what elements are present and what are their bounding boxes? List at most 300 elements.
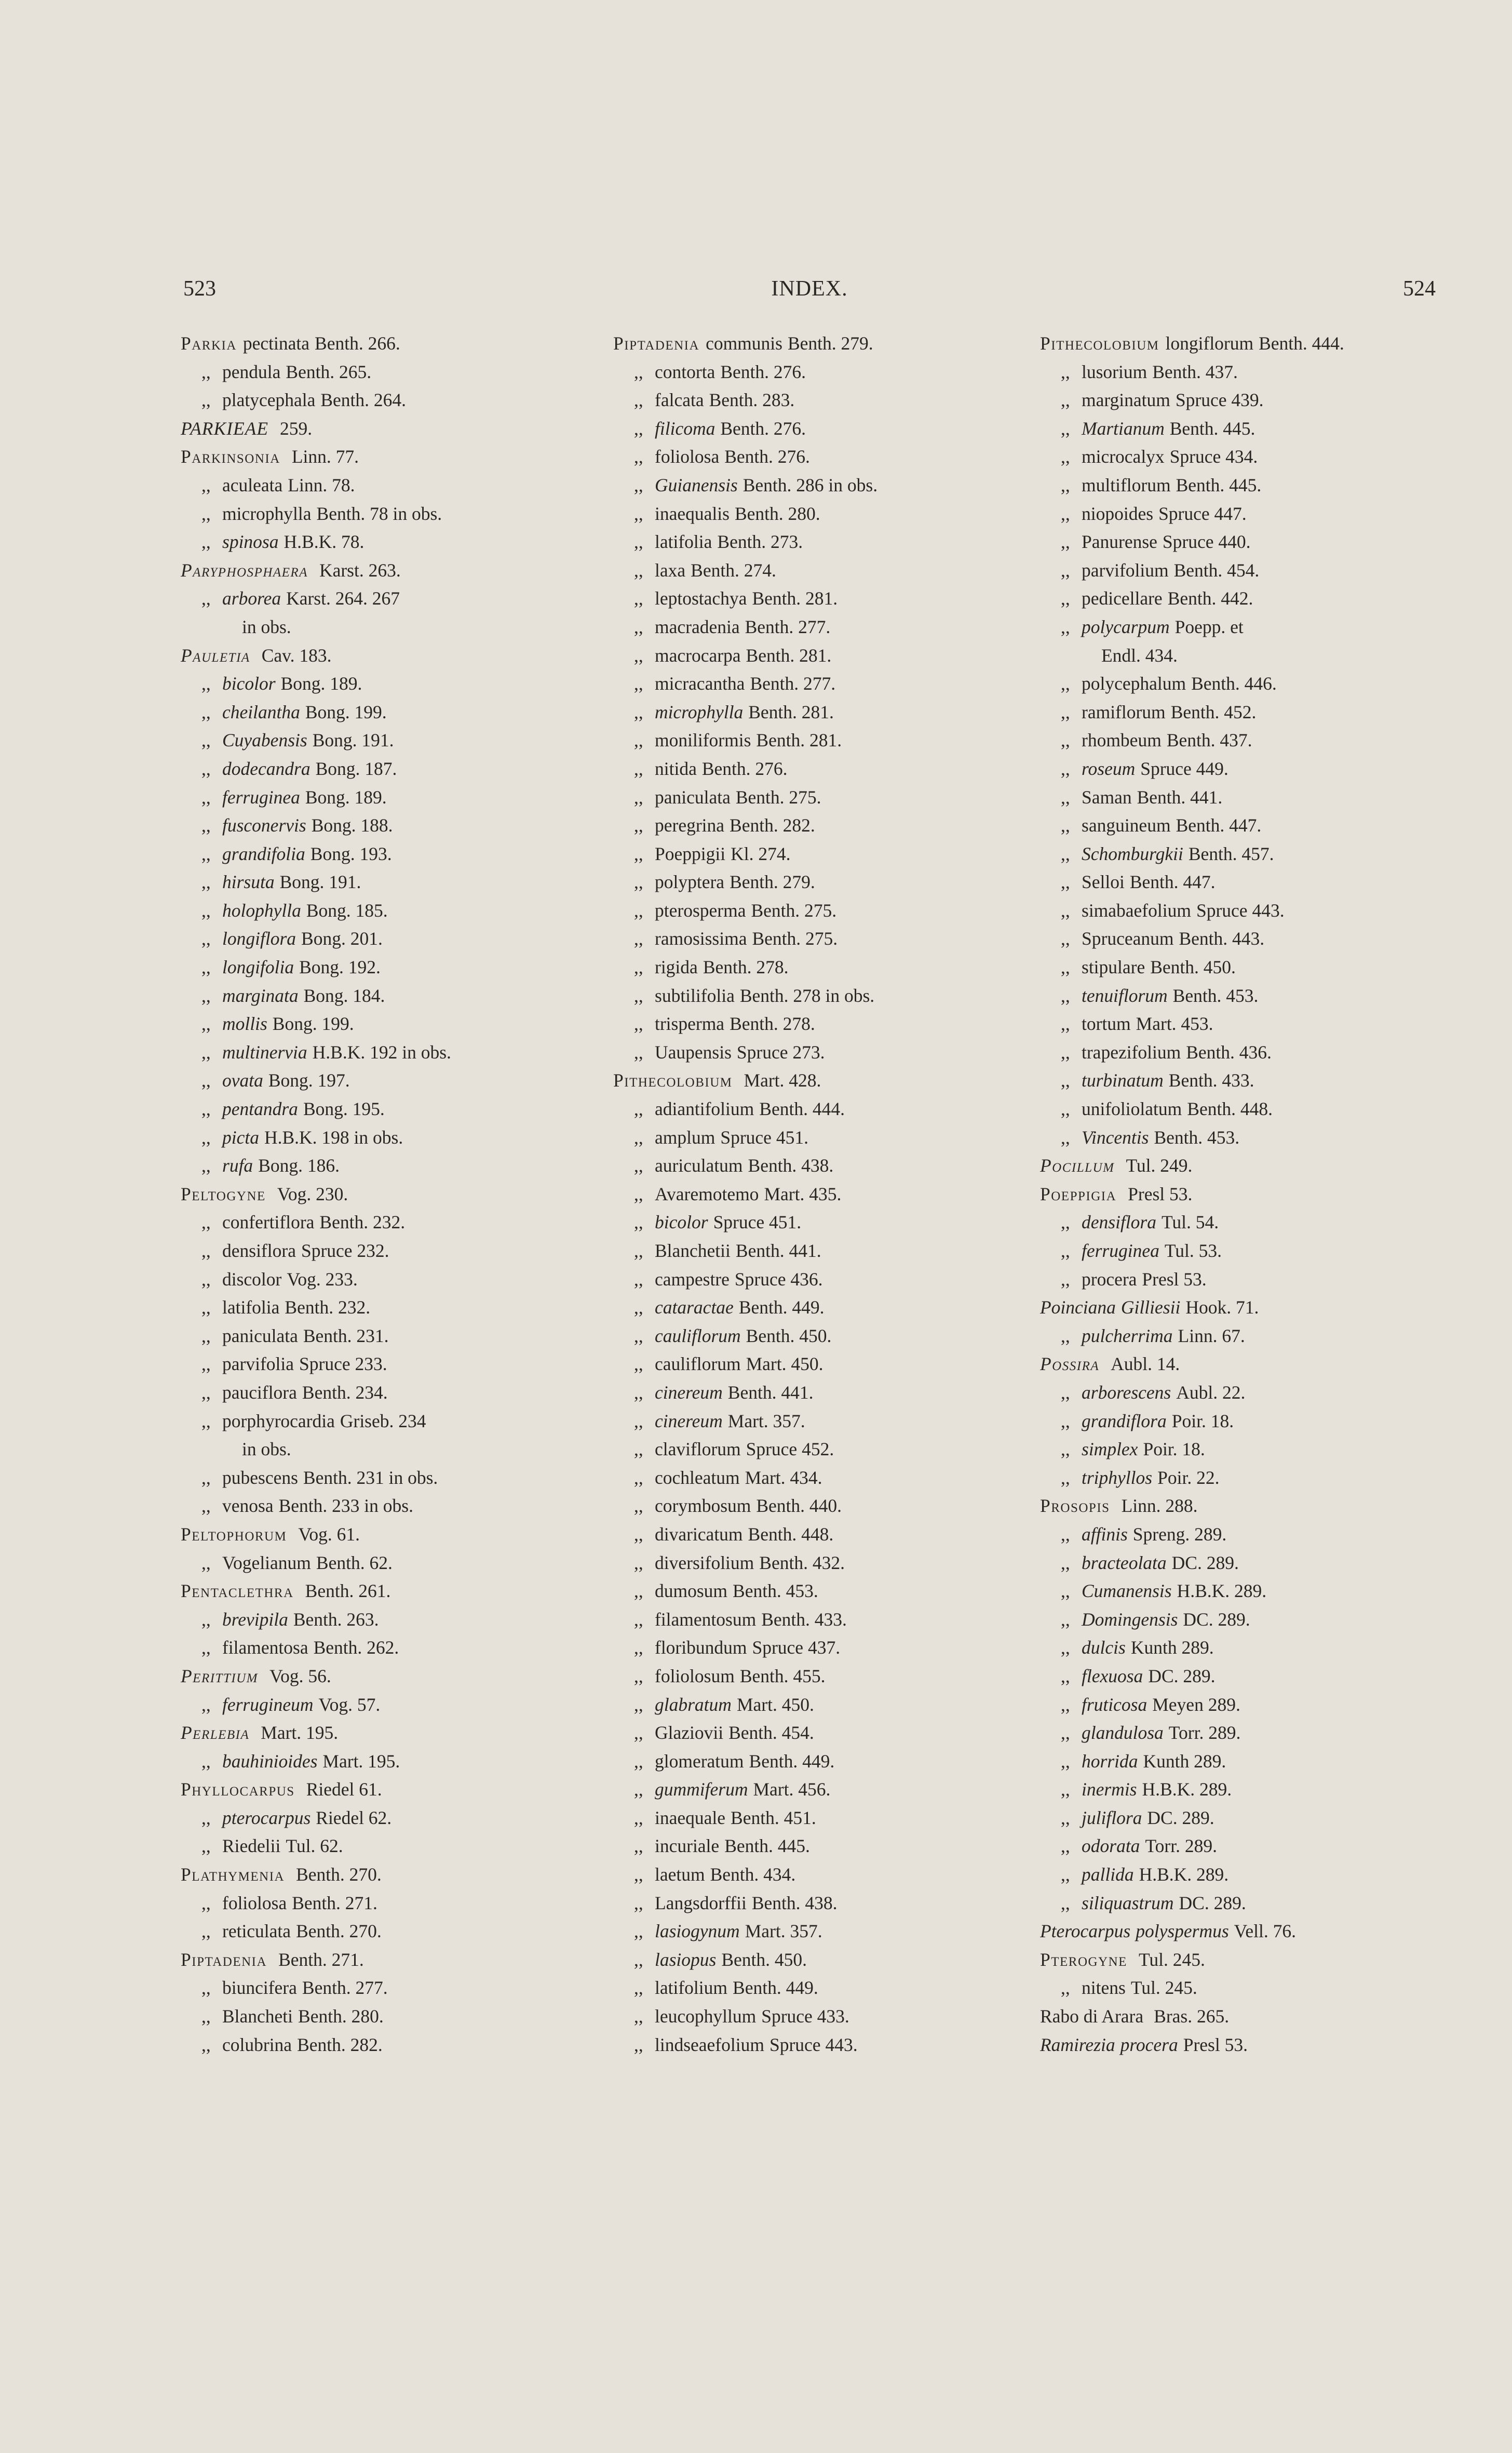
index-entry bbox=[181, 1350, 596, 1378]
ditto-mark: ,, bbox=[1061, 1041, 1070, 1063]
author-reference: Benth. 449. bbox=[749, 1750, 835, 1772]
species-epithet: Blancheti bbox=[222, 2006, 293, 2027]
author-reference: Benth. 453. bbox=[1172, 985, 1259, 1006]
ditto-mark: ,, bbox=[634, 1523, 643, 1545]
index-entry bbox=[613, 1974, 1018, 2002]
species-epithet: picta bbox=[222, 1127, 259, 1148]
species-epithet: cinereum bbox=[655, 1382, 723, 1403]
ditto-mark: ,, bbox=[634, 446, 643, 467]
ditto-mark: ,, bbox=[634, 1212, 643, 1233]
index-entry bbox=[1040, 1492, 1466, 1520]
species-epithet: inaequale bbox=[655, 1807, 726, 1828]
index-entry bbox=[1040, 528, 1466, 556]
author-reference: Tul. 53. bbox=[1164, 1240, 1222, 1261]
index-entry bbox=[613, 1889, 1018, 1918]
author-reference: Vog. 56. bbox=[269, 1665, 331, 1686]
index-entry bbox=[181, 1974, 596, 2002]
author-reference: Kunth 289. bbox=[1143, 1750, 1226, 1772]
genus-name: Pithecolobium bbox=[1040, 333, 1159, 354]
ditto-mark: ,, bbox=[634, 474, 643, 495]
right-page-number: 524 bbox=[1403, 277, 1436, 301]
index-entry bbox=[181, 1520, 596, 1549]
author-reference: Bong. 197. bbox=[268, 1070, 350, 1091]
index-entry bbox=[613, 726, 1018, 755]
index-entry bbox=[613, 1860, 1018, 1889]
author-reference: Poir. 18. bbox=[1171, 1410, 1234, 1431]
page-header bbox=[183, 276, 1436, 307]
index-entry bbox=[181, 1378, 596, 1407]
author-reference: Benth. 455. bbox=[739, 1665, 826, 1686]
ditto-mark: ,, bbox=[634, 928, 643, 949]
index-entry bbox=[181, 1208, 596, 1237]
ditto-mark: ,, bbox=[201, 1098, 211, 1120]
ditto-mark: ,, bbox=[1061, 1977, 1070, 1999]
index-entry bbox=[181, 1038, 596, 1067]
ditto-mark: ,, bbox=[634, 1013, 643, 1035]
species-epithet: leptostachya bbox=[655, 588, 747, 609]
author-reference: Benth. 454. bbox=[1173, 559, 1260, 581]
ditto-mark: ,, bbox=[201, 1041, 211, 1063]
author-reference: Benth. 78 in obs. bbox=[316, 503, 442, 524]
author-reference: Benth. 450. bbox=[1150, 957, 1236, 978]
species-epithet: moniliformis bbox=[655, 730, 751, 751]
ditto-mark: ,, bbox=[201, 1155, 211, 1176]
author-reference: H.B.K. 192 in obs. bbox=[312, 1041, 451, 1063]
species-epithet: siliquastrum bbox=[1082, 1892, 1174, 1913]
author-reference: Mart. 357. bbox=[727, 1410, 805, 1431]
species-epithet: trapezifolium bbox=[1082, 1041, 1181, 1063]
author-reference: Benth. 283. bbox=[709, 390, 795, 411]
species-epithet: hirsuta bbox=[222, 872, 275, 893]
index-entry bbox=[613, 2031, 1018, 2059]
author-reference: Benth. 452. bbox=[1170, 701, 1257, 722]
author-reference: Bong. 199. bbox=[272, 1013, 354, 1035]
author-reference: Benth. 271. bbox=[278, 1949, 364, 1970]
ditto-mark: ,, bbox=[201, 786, 211, 808]
ditto-mark: ,, bbox=[201, 361, 211, 382]
species-epithet: discolor bbox=[222, 1268, 282, 1290]
ditto-mark: ,, bbox=[201, 1127, 211, 1148]
species-epithet: amplum bbox=[655, 1127, 716, 1148]
author-reference: Benth. 442. bbox=[1167, 588, 1253, 609]
author-reference: Benth. 441. bbox=[1137, 786, 1223, 808]
ditto-mark: ,, bbox=[634, 2034, 643, 2055]
ditto-mark: ,, bbox=[201, 1637, 211, 1658]
genus-name: Possira bbox=[1040, 1353, 1100, 1375]
index-entry bbox=[181, 641, 596, 670]
index-entry bbox=[1040, 613, 1466, 641]
species-epithet: adiantifolium bbox=[655, 1098, 754, 1120]
author-reference: Benth. 232. bbox=[319, 1212, 406, 1233]
author-reference: Benth. 450. bbox=[721, 1949, 807, 1970]
author-reference: Bong. 191. bbox=[279, 872, 361, 893]
index-entry bbox=[613, 1378, 1018, 1407]
ditto-mark: ,, bbox=[201, 872, 211, 893]
species-epithet: diversifolium bbox=[655, 1552, 754, 1573]
ditto-mark: ,, bbox=[634, 673, 643, 694]
species-epithet: Cumanensis bbox=[1082, 1580, 1172, 1602]
index-entry bbox=[181, 386, 596, 414]
author-reference: Benth. 231 in obs. bbox=[303, 1467, 438, 1488]
species-epithet: pendula bbox=[222, 361, 281, 382]
ditto-mark: ,, bbox=[1061, 1722, 1070, 1744]
index-entry bbox=[613, 1095, 1018, 1123]
genus-name: Phyllocarpus bbox=[181, 1779, 295, 1800]
species-epithet: grandiflora bbox=[1082, 1410, 1167, 1431]
ditto-mark: ,, bbox=[1061, 872, 1070, 893]
ditto-mark: ,, bbox=[201, 985, 211, 1006]
species-epithet: filamentosa bbox=[222, 1637, 308, 1658]
author-reference: Linn. 77. bbox=[291, 446, 359, 467]
index-entry bbox=[613, 698, 1018, 727]
species-epithet: Riedelii bbox=[222, 1835, 281, 1857]
author-reference: Tul. 245. bbox=[1138, 1949, 1205, 1970]
index-column-3 bbox=[1040, 329, 1466, 2059]
species-epithet: microphylla bbox=[222, 503, 312, 524]
author-reference: Torr. 289. bbox=[1145, 1835, 1217, 1857]
ditto-mark: ,, bbox=[201, 1608, 211, 1630]
ditto-mark: ,, bbox=[201, 1325, 211, 1346]
index-entry bbox=[1040, 1464, 1466, 1492]
ditto-mark: ,, bbox=[634, 1041, 643, 1063]
species-epithet: Martianum bbox=[1082, 418, 1165, 439]
genus-name: Parkinsonia bbox=[181, 446, 280, 467]
species-epithet: multinervia bbox=[222, 1041, 307, 1063]
author-reference: Benth. 270. bbox=[296, 1921, 382, 1942]
ditto-mark: ,, bbox=[201, 2006, 211, 2027]
species-epithet: cauliflorum bbox=[655, 1325, 741, 1346]
species-epithet: flexuosa bbox=[1082, 1665, 1143, 1686]
index-entry bbox=[613, 1322, 1018, 1350]
author-reference: Hook. 71. bbox=[1185, 1297, 1259, 1318]
genus-name: Pocillum bbox=[1040, 1155, 1115, 1176]
ditto-mark: ,, bbox=[1061, 758, 1070, 779]
ditto-mark: ,, bbox=[634, 1665, 643, 1686]
index-entry bbox=[613, 386, 1018, 414]
index-entry bbox=[181, 443, 596, 471]
species-epithet: sanguineum bbox=[1082, 815, 1171, 836]
index-entry bbox=[1040, 1719, 1466, 1747]
species-epithet: rigida bbox=[655, 957, 698, 978]
species-epithet: cheilantha bbox=[222, 701, 300, 722]
species-epithet: fruticosa bbox=[1082, 1694, 1148, 1715]
ditto-mark: ,, bbox=[1061, 1410, 1070, 1431]
species-epithet: pterocarpus bbox=[222, 1807, 311, 1828]
species-epithet: polyptera bbox=[655, 872, 725, 893]
ditto-mark: ,, bbox=[634, 418, 643, 439]
author-reference: Bong. 184. bbox=[303, 985, 385, 1006]
index-entry bbox=[613, 669, 1018, 698]
index-entry bbox=[181, 1577, 596, 1605]
ditto-mark: ,, bbox=[634, 531, 643, 553]
author-reference: Benth. 438. bbox=[748, 1155, 834, 1176]
species-epithet: holophylla bbox=[222, 900, 301, 921]
index-entry bbox=[1040, 1038, 1466, 1067]
index-entry bbox=[181, 669, 596, 698]
author-reference: Benth. 271. bbox=[292, 1892, 377, 1913]
author-reference: DC. 289. bbox=[1183, 1608, 1250, 1630]
species-epithet: reticulata bbox=[222, 1921, 291, 1942]
ditto-mark: ,, bbox=[1061, 418, 1070, 439]
species-epithet: peregrina bbox=[655, 815, 725, 836]
index-entry bbox=[181, 500, 596, 528]
ditto-mark: ,, bbox=[634, 786, 643, 808]
author-reference: DC. 289. bbox=[1171, 1552, 1239, 1573]
species-epithet: Gilliesii bbox=[1120, 1297, 1181, 1318]
species-epithet: foliolosum bbox=[655, 1665, 735, 1686]
index-entry bbox=[613, 755, 1018, 783]
index-entry bbox=[613, 1464, 1018, 1492]
species-epithet: bicolor bbox=[222, 673, 276, 694]
ditto-mark: ,, bbox=[1061, 1750, 1070, 1772]
author-reference: Spruce 233. bbox=[299, 1353, 387, 1375]
ditto-mark: ,, bbox=[1061, 446, 1070, 467]
species-epithet: divaricatum bbox=[655, 1523, 743, 1545]
index-entry bbox=[1040, 358, 1466, 386]
author-reference: Benth. 448. bbox=[1187, 1098, 1273, 1120]
index-entry bbox=[181, 1860, 596, 1889]
ditto-mark: ,, bbox=[634, 1835, 643, 1857]
author-reference: Linn. 288. bbox=[1121, 1495, 1198, 1517]
ditto-mark: ,, bbox=[634, 559, 643, 581]
author-reference: Spruce 273. bbox=[736, 1041, 825, 1063]
author-reference: Spruce 443. bbox=[769, 2034, 858, 2055]
author-reference: Karst. 263. bbox=[319, 559, 401, 581]
ditto-mark: ,, bbox=[634, 1098, 643, 1120]
index-entry bbox=[181, 584, 596, 613]
index-entry bbox=[613, 1407, 1018, 1436]
genus-name: Piptadenia bbox=[613, 333, 700, 354]
ditto-mark: ,, bbox=[201, 701, 211, 722]
index-entry bbox=[613, 500, 1018, 528]
author-reference: Benth. 273. bbox=[717, 531, 803, 553]
species-epithet: Domingensis bbox=[1082, 1608, 1178, 1630]
author-reference: Kl. 274. bbox=[731, 843, 791, 864]
index-entry bbox=[1040, 1832, 1466, 1860]
author-reference: Benth. 448. bbox=[748, 1523, 834, 1545]
index-column-2 bbox=[613, 329, 1018, 2059]
ditto-mark: ,, bbox=[201, 390, 211, 411]
species-epithet: latifolium bbox=[655, 1977, 728, 1999]
author-reference: Poir. 22. bbox=[1157, 1467, 1220, 1488]
index-entry bbox=[181, 1095, 596, 1123]
species-epithet: parvifolia bbox=[222, 1353, 294, 1375]
ditto-mark: ,, bbox=[634, 1892, 643, 1913]
author-reference: Benth. 434. bbox=[710, 1864, 796, 1885]
species-epithet: pauciflora bbox=[222, 1382, 297, 1403]
index-entry bbox=[1040, 1151, 1466, 1180]
index-entry bbox=[181, 1691, 596, 1719]
ditto-mark: ,, bbox=[634, 588, 643, 609]
ditto-mark: ,, bbox=[1061, 1580, 1070, 1602]
ditto-mark: ,, bbox=[634, 1325, 643, 1346]
index-entry bbox=[613, 443, 1018, 471]
ditto-mark: ,, bbox=[634, 758, 643, 779]
index-entry bbox=[613, 1520, 1018, 1549]
author-reference: Presl 53. bbox=[1142, 1268, 1207, 1290]
ditto-mark: ,, bbox=[201, 900, 211, 921]
genus-name: Pithecolobium bbox=[613, 1070, 733, 1091]
ditto-mark: ,, bbox=[1061, 1835, 1070, 1857]
index-entry bbox=[613, 329, 1018, 358]
ditto-mark: ,, bbox=[634, 1864, 643, 1885]
species-epithet: grandifolia bbox=[222, 843, 305, 864]
index-entry bbox=[181, 783, 596, 812]
index-entry bbox=[1040, 1577, 1466, 1605]
author-reference: Bras. 265. bbox=[1154, 2006, 1230, 2027]
ditto-mark: ,, bbox=[1061, 1268, 1070, 1290]
ditto-mark: ,, bbox=[1061, 900, 1070, 921]
author-reference: Tul. 62. bbox=[286, 1835, 343, 1857]
author-reference: Benth. 280. bbox=[298, 2006, 384, 2027]
genus-name: Ramirezia bbox=[1040, 2034, 1115, 2055]
index-entry bbox=[181, 528, 596, 556]
species-epithet: horrida bbox=[1082, 1750, 1138, 1772]
species-epithet: claviflorum bbox=[655, 1439, 741, 1460]
species-epithet: dulcis bbox=[1082, 1637, 1126, 1658]
species-epithet: tortum bbox=[1082, 1013, 1131, 1035]
species-epithet: filicoma bbox=[655, 418, 716, 439]
author-reference: Benth. 261. bbox=[305, 1580, 391, 1602]
genus-name: Rabo di Arara bbox=[1040, 2006, 1144, 2027]
species-epithet: brevipila bbox=[222, 1608, 288, 1630]
index-entry bbox=[1040, 982, 1466, 1010]
index-entry bbox=[181, 1832, 596, 1860]
species-epithet: contorta bbox=[655, 361, 716, 382]
species-epithet: latifolia bbox=[222, 1297, 280, 1318]
index-entry bbox=[613, 584, 1018, 613]
species-epithet: lasiogynum bbox=[655, 1921, 740, 1942]
species-epithet: trisperma bbox=[655, 1013, 725, 1035]
species-epithet: leucophyllum bbox=[655, 2006, 757, 2027]
tribe-name: PARKIEAE bbox=[181, 418, 269, 439]
index-entry bbox=[1040, 1180, 1466, 1209]
index-entry bbox=[181, 1633, 596, 1662]
genus-name: Piptadenia bbox=[181, 1949, 267, 1970]
species-epithet: foliolosa bbox=[655, 446, 720, 467]
author-reference: Benth. 453. bbox=[733, 1580, 818, 1602]
author-reference: H.B.K. 289. bbox=[1177, 1580, 1267, 1602]
index-entry bbox=[613, 896, 1018, 925]
species-epithet: Poeppigii bbox=[655, 843, 726, 864]
index-entry bbox=[181, 1265, 596, 1294]
ditto-mark: ,, bbox=[1061, 1098, 1070, 1120]
ditto-mark: ,, bbox=[634, 1495, 643, 1517]
author-reference: Mart. 450. bbox=[746, 1353, 824, 1375]
genus-name: Paryphosphaera bbox=[181, 559, 308, 581]
index-entry bbox=[1040, 329, 1466, 358]
index-entry bbox=[613, 1208, 1018, 1237]
index-entry bbox=[613, 811, 1018, 840]
ditto-mark: ,, bbox=[1061, 1694, 1070, 1715]
species-epithet: foliolosa bbox=[222, 1892, 287, 1913]
index-entry bbox=[613, 1549, 1018, 1577]
author-reference: Benth. 445. bbox=[724, 1835, 810, 1857]
author-reference: Benth. 234. bbox=[302, 1382, 388, 1403]
author-reference: Bong. 192. bbox=[299, 957, 381, 978]
index-entry bbox=[1040, 698, 1466, 727]
species-epithet: longiflorum bbox=[1165, 333, 1254, 354]
index-entry bbox=[181, 1066, 596, 1095]
index-entry bbox=[181, 1605, 596, 1634]
author-reference: Benth. 443. bbox=[1179, 928, 1265, 949]
species-epithet: bracteolata bbox=[1082, 1552, 1167, 1573]
ditto-mark: ,, bbox=[201, 1921, 211, 1942]
index-entry bbox=[1040, 1860, 1466, 1889]
entry-continuation: Endl. 434. bbox=[1101, 645, 1178, 666]
species-epithet: platycephala bbox=[222, 390, 316, 411]
ditto-mark: ,, bbox=[201, 758, 211, 779]
species-epithet: laxa bbox=[655, 559, 686, 581]
ditto-mark: ,, bbox=[1061, 786, 1070, 808]
species-epithet: Panurense bbox=[1082, 531, 1157, 553]
ditto-mark: ,, bbox=[201, 531, 211, 553]
species-epithet: multiflorum bbox=[1082, 474, 1171, 495]
author-reference: Aubl. 14. bbox=[1111, 1353, 1180, 1375]
author-reference: Mart. 435. bbox=[764, 1183, 842, 1204]
ditto-mark: ,, bbox=[1061, 1807, 1070, 1828]
index-entry bbox=[613, 982, 1018, 1010]
author-reference: Meyen 289. bbox=[1152, 1694, 1240, 1715]
index-entry bbox=[1040, 1095, 1466, 1123]
ditto-mark: ,, bbox=[634, 1580, 643, 1602]
ditto-mark: ,, bbox=[634, 1977, 643, 1999]
author-reference: Bong. 188. bbox=[311, 815, 393, 836]
author-reference: Benth. 265. bbox=[286, 361, 372, 382]
ditto-mark: ,, bbox=[201, 957, 211, 978]
species-epithet: campestre bbox=[655, 1268, 730, 1290]
species-epithet: procera bbox=[1082, 1268, 1137, 1290]
author-reference: Benth. 444. bbox=[759, 1098, 845, 1120]
index-entry bbox=[613, 1066, 1018, 1095]
author-reference: Griseb. 234 bbox=[340, 1410, 426, 1431]
species-epithet: pectinata bbox=[242, 333, 310, 354]
author-reference: Benth. 441. bbox=[727, 1382, 814, 1403]
index-entry bbox=[1040, 641, 1466, 670]
ditto-mark: ,, bbox=[634, 1694, 643, 1715]
author-reference: Spruce 434. bbox=[1169, 446, 1258, 467]
ditto-mark: ,, bbox=[1061, 1552, 1070, 1573]
author-reference: Cav. 183. bbox=[261, 645, 332, 666]
species-epithet: pallida bbox=[1082, 1864, 1134, 1885]
index-entry bbox=[181, 329, 596, 358]
author-reference: Spruce 232. bbox=[301, 1240, 389, 1261]
ditto-mark: ,, bbox=[201, 1240, 211, 1261]
author-reference: Bong. 199. bbox=[305, 701, 387, 722]
index-entry bbox=[613, 641, 1018, 670]
author-reference: Spruce 437. bbox=[752, 1637, 841, 1658]
author-reference: Benth. 276. bbox=[720, 418, 806, 439]
species-epithet: juliflora bbox=[1082, 1807, 1142, 1828]
index-entry bbox=[613, 358, 1018, 386]
ditto-mark: ,, bbox=[634, 1382, 643, 1403]
index-entry bbox=[1040, 1804, 1466, 1832]
author-reference: Benth. 264. bbox=[320, 390, 407, 411]
ditto-mark: ,, bbox=[634, 730, 643, 751]
author-reference: DC. 289. bbox=[1148, 1665, 1216, 1686]
ditto-mark: ,, bbox=[201, 1070, 211, 1091]
ditto-mark: ,, bbox=[634, 872, 643, 893]
species-epithet: bicolor bbox=[655, 1212, 708, 1233]
species-epithet: longifolia bbox=[222, 957, 294, 978]
index-entry bbox=[613, 1180, 1018, 1209]
ditto-mark: ,, bbox=[634, 701, 643, 722]
author-reference: 259. bbox=[280, 418, 313, 439]
ditto-mark: ,, bbox=[1061, 503, 1070, 524]
species-epithet: Blanchetii bbox=[655, 1240, 731, 1261]
author-reference: Benth. 275. bbox=[735, 786, 821, 808]
index-entry bbox=[181, 811, 596, 840]
